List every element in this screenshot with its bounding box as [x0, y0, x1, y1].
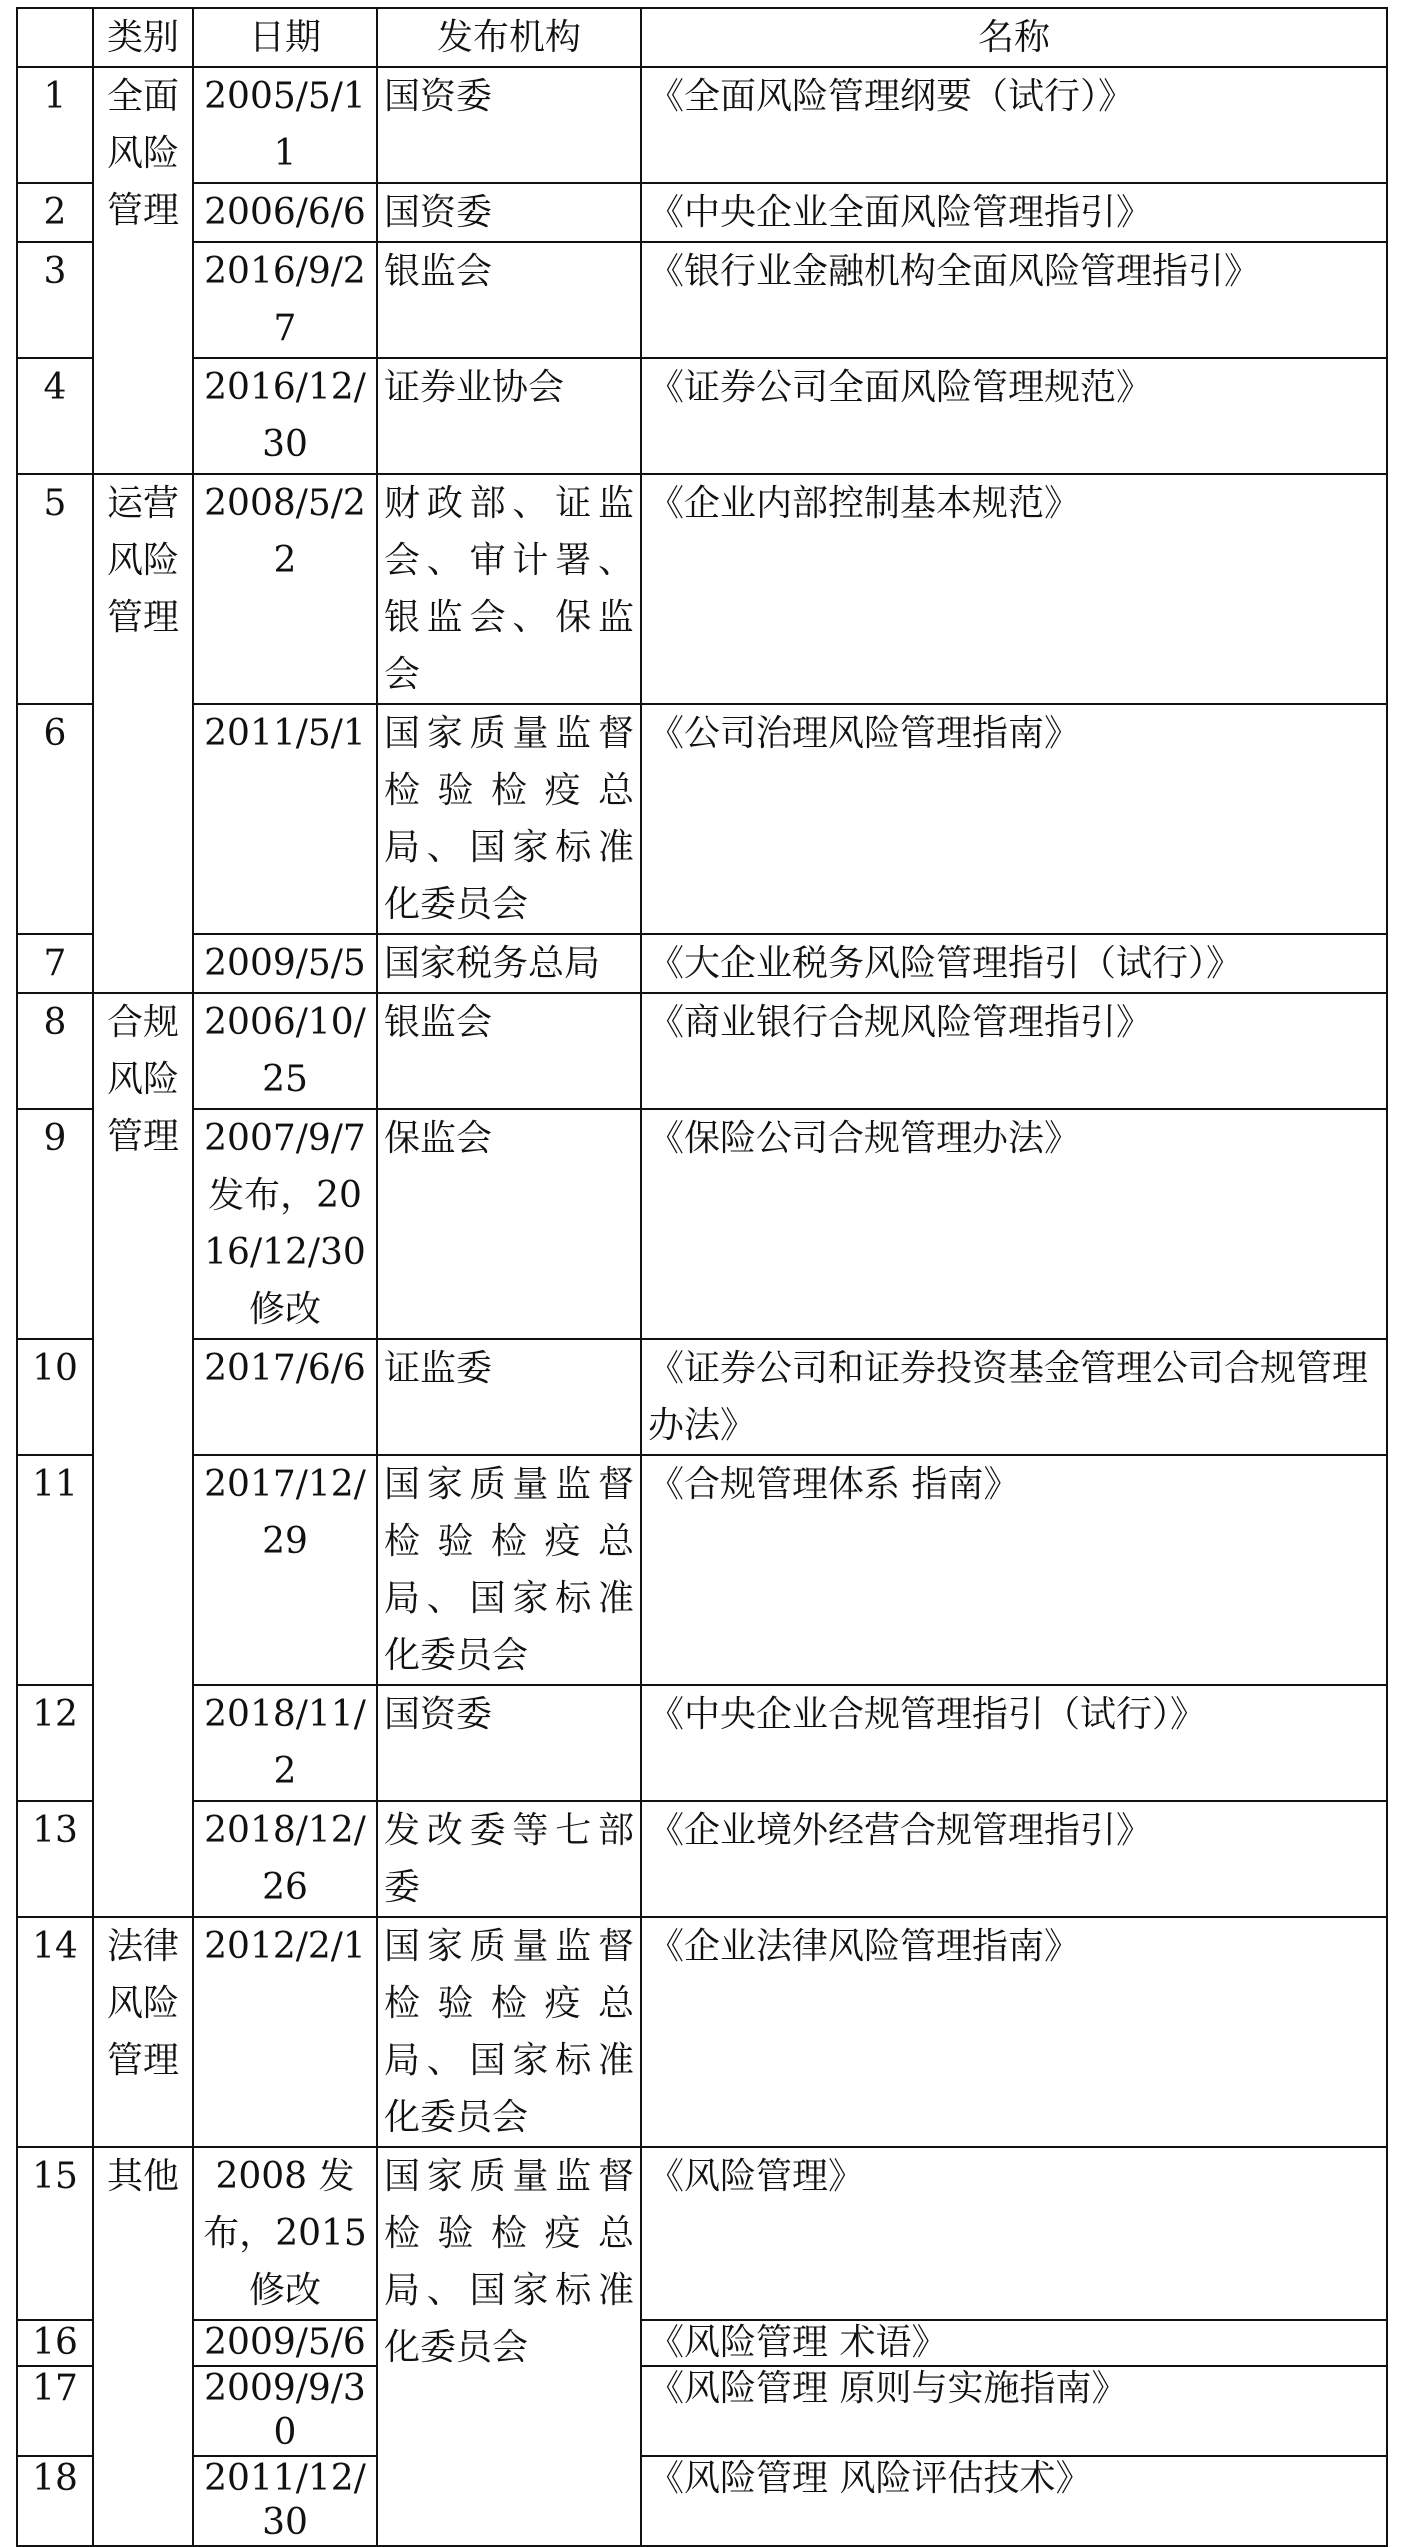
name-cell: 《证券公司和证券投资基金管理公司合规管理办法》 [641, 1339, 1387, 1455]
org-cell: 证监委 [377, 1339, 641, 1455]
name-cell: 《保险公司合规管理办法》 [641, 1109, 1387, 1339]
org-cell: 国家质量监督检验检疫总局、国家标准化委员会 [377, 2147, 641, 2546]
category-cell [93, 993, 193, 1917]
name-cell: 《中央企业合规管理指引（试行）》 [641, 1685, 1387, 1801]
date-cell: 2016/9/27 [193, 242, 377, 358]
table-row [17, 993, 1387, 1109]
date-cell: 2006/10/25 [193, 993, 377, 1109]
header-category: 类别 [93, 8, 193, 67]
row-number: 18 [17, 2456, 93, 2546]
table-row [17, 183, 1387, 242]
category-cell [93, 1917, 193, 2147]
table-row [17, 1801, 1387, 1917]
date-cell: 2011/12/30 [193, 2456, 377, 2546]
date-cell: 2006/6/6 [193, 183, 377, 242]
table-row [17, 1685, 1387, 1801]
row-number: 2 [17, 183, 93, 242]
row-number: 17 [17, 2366, 93, 2456]
date-cell: 2012/2/1 [193, 1917, 377, 2147]
row-number: 14 [17, 1917, 93, 2147]
name-cell: 《银行业金融机构全面风险管理指引》 [641, 242, 1387, 358]
date-cell: 2016/12/30 [193, 358, 377, 474]
org-cell: 财政部、证监会、审计署、银监会、保监会 [377, 474, 641, 704]
table-row [17, 2456, 1387, 2546]
header-name: 名称 [641, 8, 1387, 67]
table-row [17, 2147, 1387, 2320]
row-number: 9 [17, 1109, 93, 1339]
row-number: 3 [17, 242, 93, 358]
name-cell: 《合规管理体系 指南》 [641, 1455, 1387, 1685]
table-row [17, 1455, 1387, 1685]
name-cell: 《风险管理 术语》 [641, 2320, 1387, 2366]
category-cell [93, 474, 193, 993]
row-number: 12 [17, 1685, 93, 1801]
org-cell: 国家税务总局 [377, 934, 641, 993]
date-cell: 2008 发布，2015 修改 [193, 2147, 377, 2320]
table-row [17, 67, 1387, 183]
name-cell: 《企业法律风险管理指南》 [641, 1917, 1387, 2147]
header-date: 日期 [193, 8, 377, 67]
table-row [17, 1109, 1387, 1339]
org-cell: 国资委 [377, 183, 641, 242]
category-legal: 法律风险管理 [106, 1926, 179, 2081]
row-number: 11 [17, 1455, 93, 1685]
row-number: 1 [17, 67, 93, 183]
table-row [17, 242, 1387, 358]
org-cell: 国家质量监督检验检疫总局、国家标准化委员会 [377, 1917, 641, 2147]
row-number: 15 [17, 2147, 93, 2320]
date-cell: 2009/5/5 [193, 934, 377, 993]
org-cell: 银监会 [377, 242, 641, 358]
org-cell: 发改委等七部委 [377, 1801, 641, 1917]
row-number: 5 [17, 474, 93, 704]
org-cell: 国资委 [377, 67, 641, 183]
org-cell: 保监会 [377, 1109, 641, 1339]
name-cell: 《企业内部控制基本规范》 [641, 474, 1387, 704]
row-number: 16 [17, 2320, 93, 2366]
category-cell [93, 67, 193, 474]
header-no [17, 8, 93, 67]
table-row [17, 1917, 1387, 2147]
name-cell: 《全面风险管理纲要（试行）》 [641, 67, 1387, 183]
name-cell: 《证券公司全面风险管理规范》 [641, 358, 1387, 474]
table-row [17, 2320, 1387, 2366]
org-cell: 国家质量监督检验检疫总局、国家标准化委员会 [377, 704, 641, 934]
row-number: 8 [17, 993, 93, 1109]
table-row [17, 1339, 1387, 1455]
row-number: 4 [17, 358, 93, 474]
date-cell: 2005/5/11 [193, 67, 377, 183]
table-row [17, 358, 1387, 474]
name-cell: 《中央企业全面风险管理指引》 [641, 183, 1387, 242]
row-number: 13 [17, 1801, 93, 1917]
header-row [17, 8, 1387, 67]
org-cell: 银监会 [377, 993, 641, 1109]
name-cell: 《商业银行合规风险管理指引》 [641, 993, 1387, 1109]
name-cell: 《公司治理风险管理指南》 [641, 704, 1387, 934]
name-cell: 《大企业税务风险管理指引（试行）》 [641, 934, 1387, 993]
row-number: 7 [17, 934, 93, 993]
date-cell: 2017/12/29 [193, 1455, 377, 1685]
name-cell: 《风险管理 风险评估技术》 [641, 2456, 1387, 2546]
name-cell: 《企业境外经营合规管理指引》 [641, 1801, 1387, 1917]
header-org: 发布机构 [377, 8, 641, 67]
regulation-table [16, 7, 1388, 2547]
name-cell: 《风险管理》 [641, 2147, 1387, 2320]
category-cell [93, 2147, 193, 2546]
date-cell: 2008/5/22 [193, 474, 377, 704]
table-row [17, 934, 1387, 993]
table-row [17, 2366, 1387, 2456]
category-total: 全面风险管理 [106, 76, 179, 231]
org-cell: 国资委 [377, 1685, 641, 1801]
category-other: 其他 [106, 2156, 179, 2197]
category-compliance: 合规风险管理 [106, 1002, 179, 1157]
row-number: 6 [17, 704, 93, 934]
date-cell: 2009/5/6 [193, 2320, 377, 2366]
date-cell: 2017/6/6 [193, 1339, 377, 1455]
table-row [17, 474, 1387, 704]
name-cell: 《风险管理 原则与实施指南》 [641, 2366, 1387, 2456]
category-operation: 运营风险管理 [106, 483, 179, 638]
date-cell: 2011/5/1 [193, 704, 377, 934]
date-cell: 2018/11/2 [193, 1685, 377, 1801]
date-cell: 2007/9/7发布，2016/12/30修改 [193, 1109, 377, 1339]
org-cell: 证券业协会 [377, 358, 641, 474]
row-number: 10 [17, 1339, 93, 1455]
table-row [17, 704, 1387, 934]
org-cell: 国家质量监督检验检疫总局、国家标准化委员会 [377, 1455, 641, 1685]
date-cell: 2009/9/30 [193, 2366, 377, 2456]
date-cell: 2018/12/26 [193, 1801, 377, 1917]
